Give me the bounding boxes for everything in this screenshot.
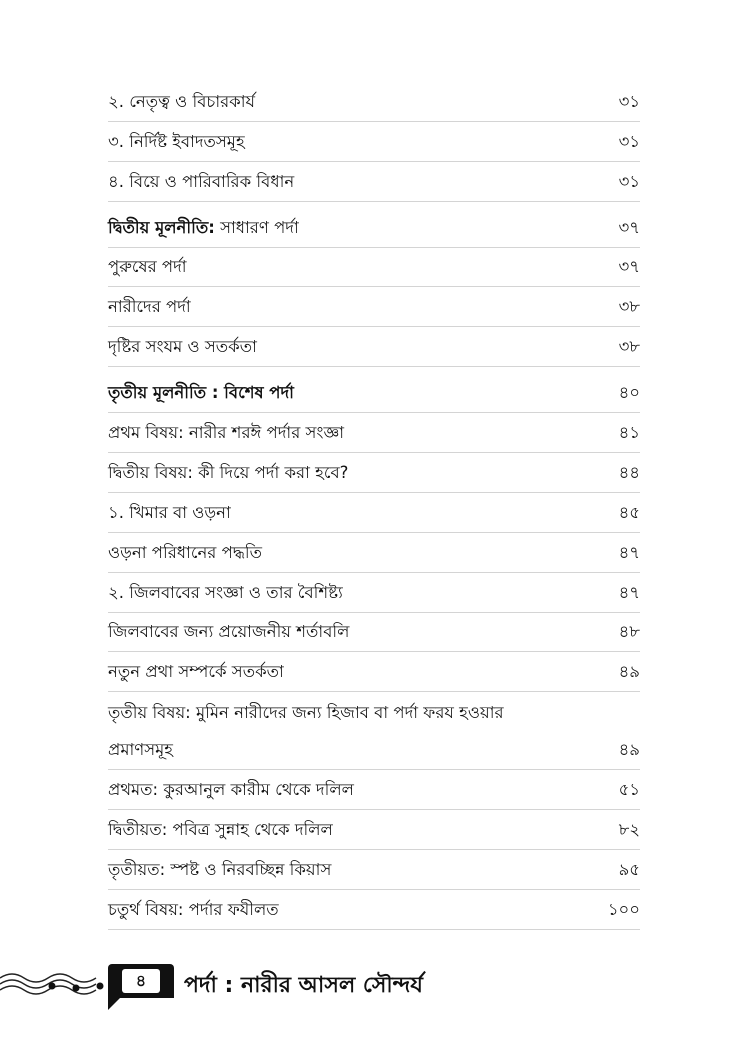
toc-entry <box>108 533 640 573</box>
toc-entry-title: তৃতীয়ত: স্পষ্ট ও নিরবচ্ছিন্ন কিয়াস <box>108 860 332 880</box>
toc-entry-title: নারীদের পর্দা <box>108 297 191 317</box>
section-heading-bold: দ্বিতীয় মূলনীতি: <box>108 217 215 237</box>
page-number: ৪ <box>122 969 160 993</box>
toc-page-number: ৩১ <box>618 91 640 111</box>
toc-page-number: ৯৫ <box>618 860 640 880</box>
toc-page-number: ৪৪ <box>618 462 640 482</box>
toc-entry <box>108 122 640 162</box>
toc-entry <box>108 493 640 533</box>
page-footer <box>0 960 748 1010</box>
toc-page-number: ৪৭ <box>618 542 640 562</box>
toc-page-number: ৪৭ <box>618 582 640 602</box>
toc-entry-title: চতুর্থ বিষয়: পর্দার ফযীলত <box>108 899 279 919</box>
toc-entry <box>108 652 640 692</box>
toc-page-number: ৮২ <box>618 820 640 840</box>
toc-page-number: ৪৯ <box>618 740 640 760</box>
toc-entry <box>108 770 640 810</box>
toc-page-number: ৪০ <box>618 383 640 403</box>
toc-page-number: ৪৯ <box>618 662 640 682</box>
toc-entry <box>108 850 640 890</box>
toc-entry-title: ২. জিলবাবের সংজ্ঞা ও তার বৈশিষ্ট্য <box>108 582 343 602</box>
toc-entry-title: ৪. বিয়ে ও পারিবারিক বিধান <box>108 171 295 191</box>
toc-entry <box>108 327 640 367</box>
toc-section-heading <box>108 373 640 413</box>
toc-entry-title: ৩. নির্দিষ্ট ইবাদতসমূহ <box>108 131 245 151</box>
toc-entry-title: পুরুষের পর্দা <box>108 257 187 277</box>
toc-page-number: ৩১ <box>618 131 640 151</box>
toc-page-number: ৩৭ <box>618 217 640 237</box>
toc-entry-title: প্রথমত: কুরআনুল কারীম থেকে দলিল <box>108 780 354 800</box>
toc-entry <box>108 248 640 288</box>
toc-entry <box>108 413 640 453</box>
toc-entry-title: নতুন প্রথা সম্পর্কে সতর্কতা <box>108 662 284 682</box>
toc-entry-title: দৃষ্টির সংযম ও সতর্কতা <box>108 337 257 357</box>
toc-entry <box>108 453 640 493</box>
toc-page-number: ৪১ <box>618 423 640 443</box>
toc-page-number: ৩৮ <box>618 297 640 317</box>
toc-entry <box>108 890 640 930</box>
toc-entry-multiline <box>108 692 640 770</box>
table-of-contents <box>108 82 640 930</box>
toc-page-number: ৩৭ <box>618 257 640 277</box>
toc-page-number: ৪৫ <box>618 502 640 522</box>
toc-section-heading <box>108 208 640 248</box>
toc-entry-title: ওড়না পরিধানের পদ্ধতি <box>108 542 263 562</box>
section-heading-rest: সাধারণ পর্দা <box>214 217 299 237</box>
toc-entry <box>108 162 640 202</box>
toc-page-number: ৫১ <box>618 780 640 800</box>
toc-page-number: ৩১ <box>618 171 640 191</box>
book-title: পর্দা : নারীর আসল সৌন্দর্য <box>184 973 423 998</box>
toc-entry <box>108 287 640 327</box>
toc-entry-title-line1: তৃতীয় বিষয়: মুমিন নারীদের জন্য হিজাব বা পর্দা ফরয হওয়ার <box>108 703 504 723</box>
toc-entry-title: ১. খিমার বা ওড়না <box>108 502 231 522</box>
toc-entry <box>108 613 640 653</box>
toc-page-number: ৩৮ <box>618 337 640 357</box>
toc-entry-title: জিলবাবের জন্য প্রয়োজনীয় শর্তাবলি <box>108 622 350 642</box>
toc-entry-title: দ্বিতীয়ত: পবিত্র সুন্নাহ থেকে দলিল <box>108 820 333 840</box>
toc-entry-title: প্রথম বিষয়: নারীর শরঈ পর্দার সংজ্ঞা <box>108 423 345 443</box>
section-heading-bold: তৃতীয় মূলনীতি : বিশেষ পর্দা <box>108 383 294 403</box>
toc-entry <box>108 82 640 122</box>
toc-entry <box>108 573 640 613</box>
toc-page-number: ১০০ <box>607 899 640 919</box>
toc-entry-title: ২. নেতৃত্ব ও বিচারকার্য <box>108 91 256 111</box>
toc-entry <box>108 810 640 850</box>
toc-entry-title-line2: প্রমাণসমূহ <box>108 740 173 760</box>
toc-page-number: ৪৮ <box>618 622 640 642</box>
toc-entry-title: দ্বিতীয় বিষয়: কী দিয়ে পর্দা করা হবে? <box>108 462 349 482</box>
wave-ornament-icon <box>0 964 110 1006</box>
